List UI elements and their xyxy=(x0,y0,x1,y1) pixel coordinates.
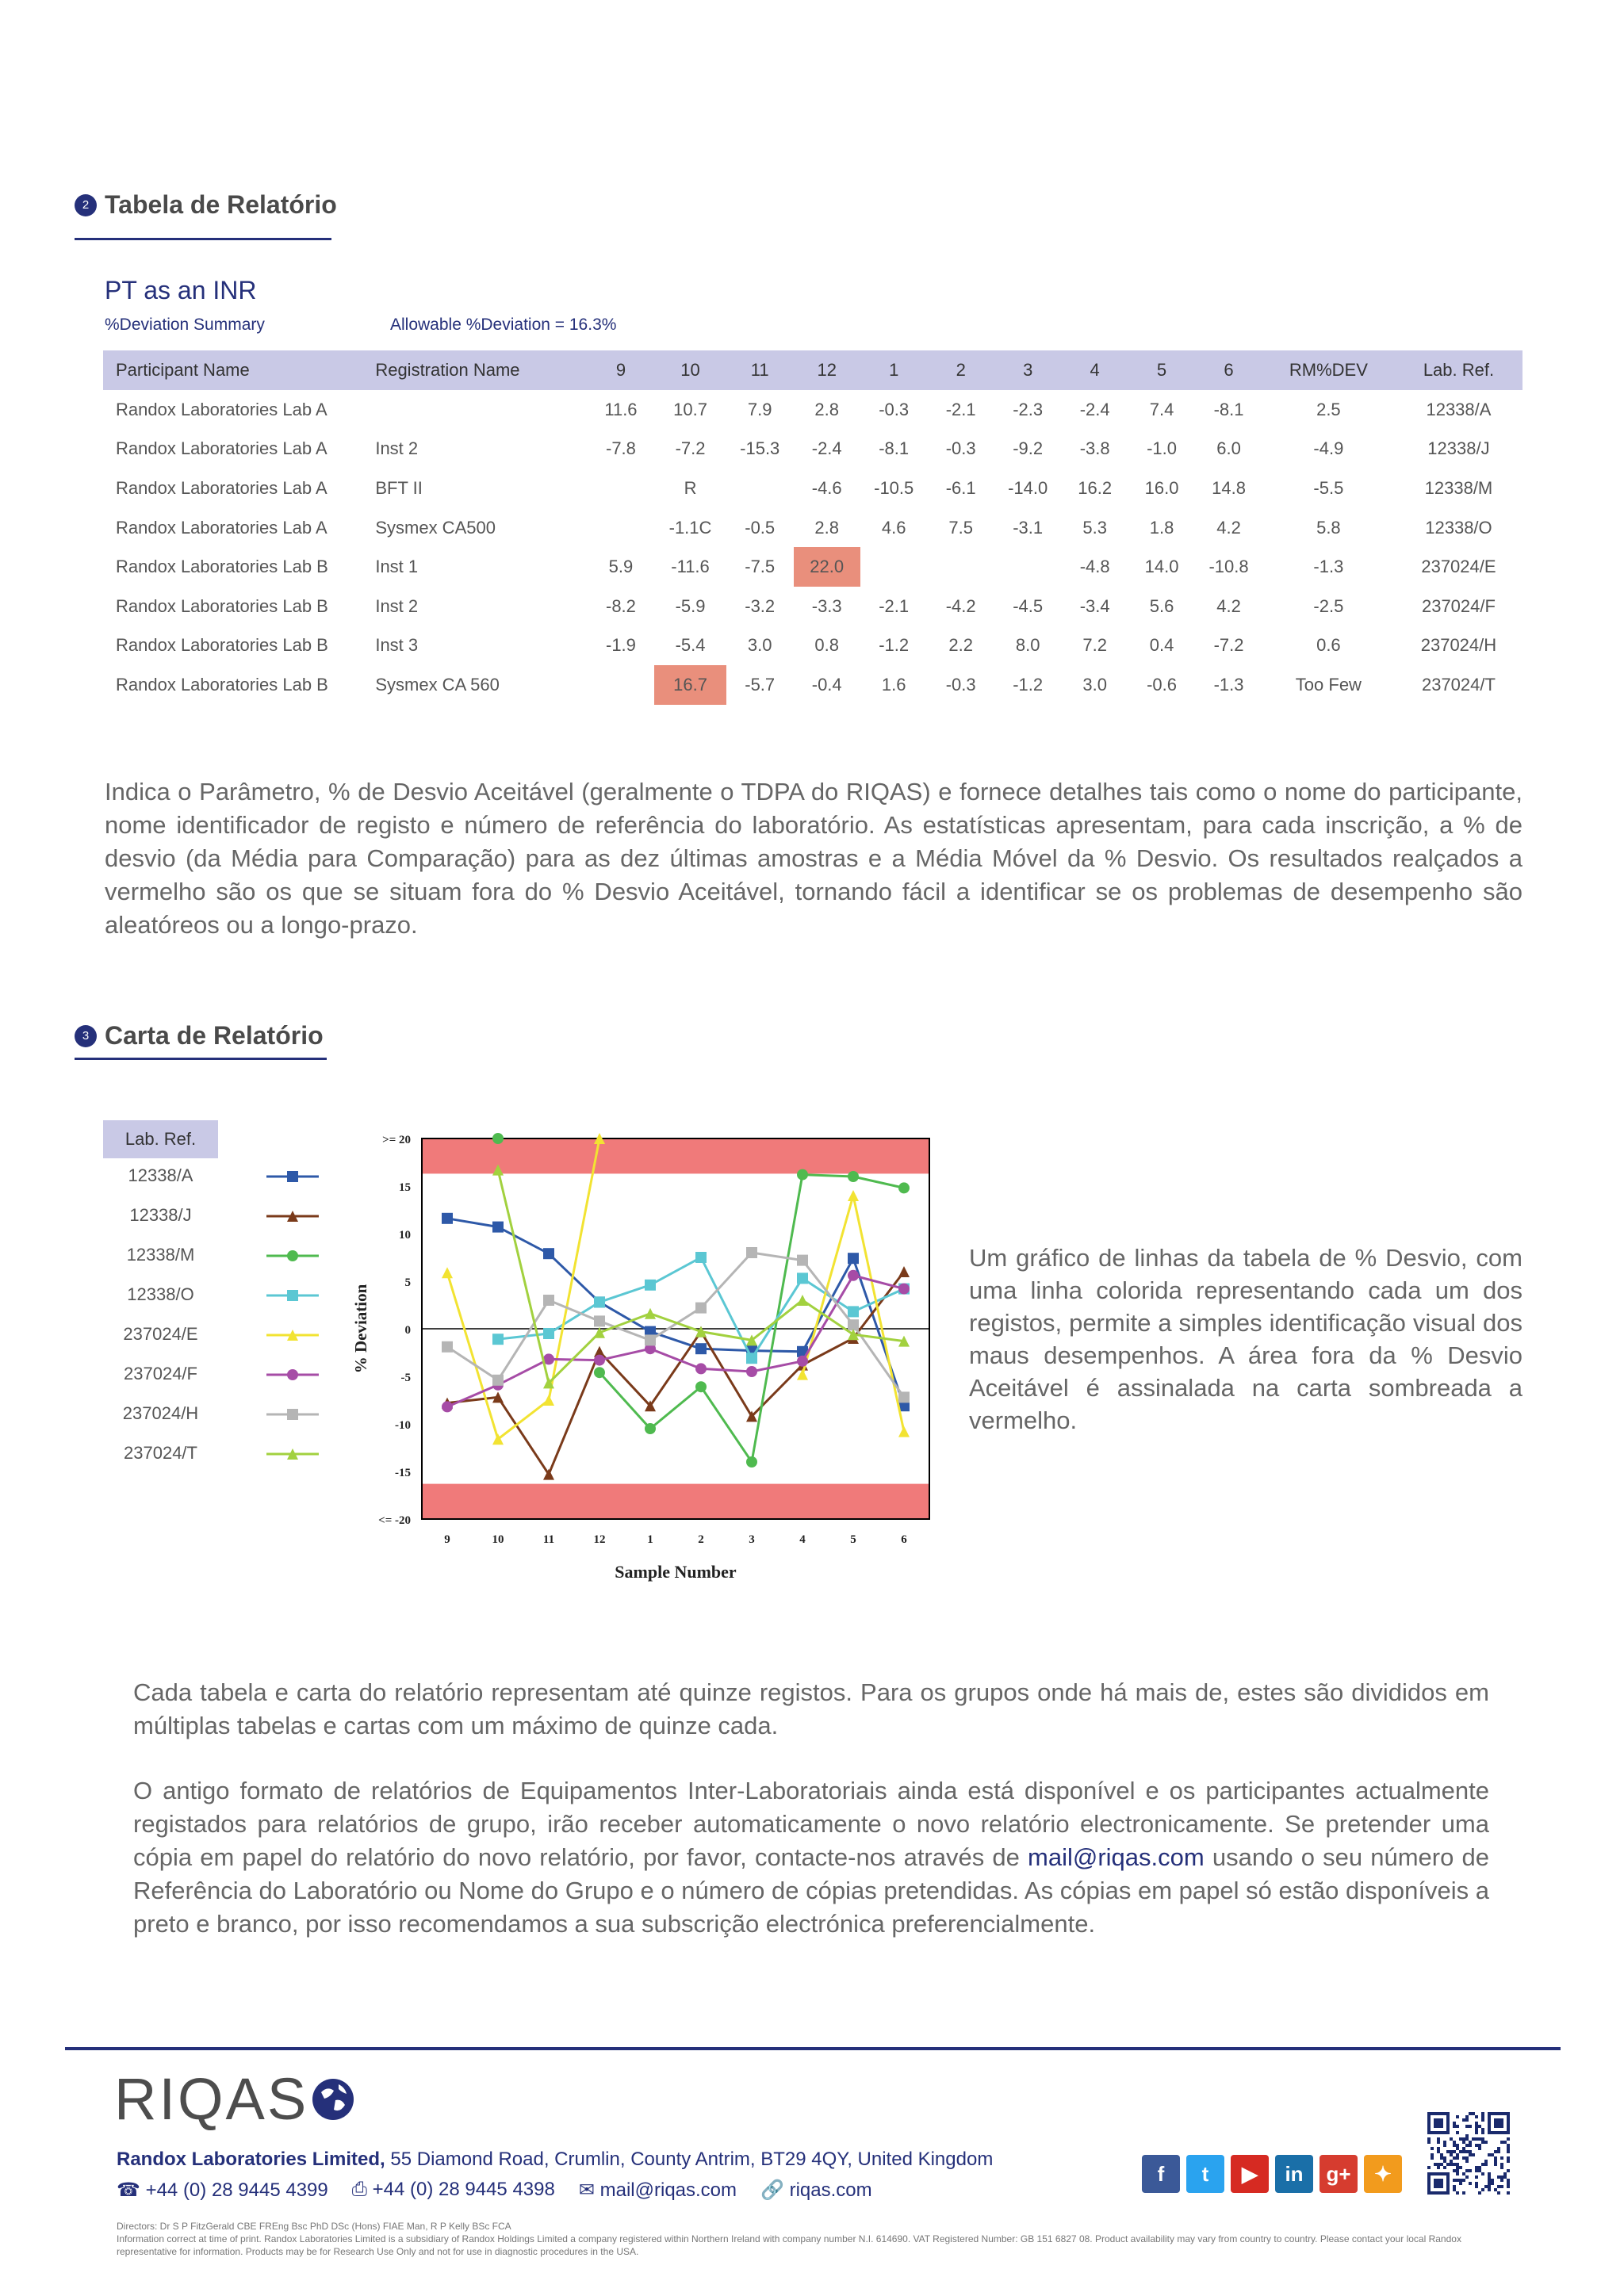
data-point xyxy=(287,1171,298,1182)
report-table xyxy=(103,350,1522,705)
table-cell: 0.6 xyxy=(1316,635,1341,656)
table-cell: 12338/O xyxy=(1425,517,1492,538)
table-cell: Randox Laboratories Lab A xyxy=(116,438,327,459)
legend-swatch xyxy=(265,1406,320,1422)
table-cell: R xyxy=(684,477,697,498)
chart-description: Um gráfico de linhas da tabela de % Desvio, com uma linha colorida representando cada um dos registos, permite a simples identificação visual dos maus desempenhos. A área fora da % Desvio Aceitável é assinalada na carta sombreada a vermelho. xyxy=(969,1244,1522,1434)
legend-header: Lab. Ref. xyxy=(103,1120,218,1158)
slideshare-icon[interactable]: ✦ xyxy=(1364,2155,1402,2193)
table-cell: -3.3 xyxy=(811,595,842,616)
table-cell: -0.4 xyxy=(811,674,842,695)
column-header: 3 xyxy=(994,350,1062,390)
table-cell: -5.4 xyxy=(675,635,706,656)
column-header: 4 xyxy=(1062,350,1128,390)
data-point xyxy=(746,1366,757,1377)
table-cell xyxy=(726,469,794,508)
legend-swatch xyxy=(265,1248,320,1264)
table-cell: Inst 3 xyxy=(375,635,419,656)
globe-icon xyxy=(310,2076,356,2122)
legacy-format-paragraph: O antigo formato de relatórios de Equipamentos Inter-Laboratoriais ainda está disponível e os participantes actualmente registados para relatórios de grupo, irão receber automaticamente o novo relatório electronicamente. Se pretender uma cópia em papel do relatório do novo relatório, por favor, contacte-nos através de mail@riqas.com usando o seu número de Referência do Laboratório ou Nome do Grupo e o número de cópias pretendidas. As cópias em papel só estão disponíveis a preto e branco, por isso recomendamos a sua subscrição electrónica preferencialmente. xyxy=(133,1777,1489,1938)
table-cell: Inst 1 xyxy=(375,557,419,577)
table-cell: 2.2 xyxy=(948,635,973,656)
table-cell: 4.2 xyxy=(1216,595,1241,616)
contact-line xyxy=(117,2179,872,2202)
table-cell: -2.1 xyxy=(945,399,976,419)
table-cell: -10.5 xyxy=(874,477,914,498)
x-tick-label: 10 xyxy=(492,1533,504,1546)
data-point xyxy=(848,1319,859,1330)
x-tick-label: 9 xyxy=(444,1533,450,1546)
table-row xyxy=(103,626,1522,666)
table-cell: -1.3 xyxy=(1213,674,1244,695)
data-point xyxy=(442,1213,453,1224)
table-cell: -2.1 xyxy=(879,595,910,616)
table-cell: -2.5 xyxy=(1313,595,1344,616)
table-cell: Sysmex CA 560 xyxy=(375,674,500,695)
table-cell: Randox Laboratories Lab A xyxy=(116,477,327,498)
table-cell: BFT II xyxy=(375,477,423,498)
table-cell: -1.0 xyxy=(1147,438,1177,459)
x-tick-label: 5 xyxy=(850,1533,856,1546)
table-cell xyxy=(994,547,1062,587)
table-cell: Randox Laboratories Lab B xyxy=(116,635,328,656)
table-cell: 11.6 xyxy=(604,399,638,419)
table-cell: -0.3 xyxy=(879,399,910,419)
table-cell: -8.1 xyxy=(879,438,910,459)
data-point xyxy=(898,1391,910,1402)
table-body xyxy=(103,390,1522,705)
data-point xyxy=(543,1328,554,1339)
table-cell: -7.8 xyxy=(606,438,636,459)
legend-swatch xyxy=(265,1208,320,1224)
table-cell: -3.4 xyxy=(1079,595,1110,616)
section-3-header xyxy=(75,1021,324,1050)
table-cell: -5.9 xyxy=(675,595,706,616)
table-cell: 4.2 xyxy=(1216,517,1241,538)
legend-swatch xyxy=(265,1169,320,1184)
table-cell: 237024/E xyxy=(1421,557,1496,577)
table-cell: -7.2 xyxy=(1213,635,1244,656)
table-cell: -4.5 xyxy=(1013,595,1044,616)
table-row xyxy=(103,587,1522,626)
data-point xyxy=(594,1367,605,1378)
table-cell: 8.0 xyxy=(1015,635,1040,656)
data-point xyxy=(645,1280,656,1291)
table-row xyxy=(103,390,1522,430)
table-cell: -4.2 xyxy=(945,595,976,616)
table-cell: -5.7 xyxy=(745,674,776,695)
data-point xyxy=(492,1334,504,1345)
table-cell: 5.8 xyxy=(1316,517,1341,538)
table-cell: 7.9 xyxy=(747,399,772,419)
data-point xyxy=(695,1381,707,1392)
youtube-icon[interactable]: ▶ xyxy=(1231,2155,1269,2193)
table-cell: -7.5 xyxy=(745,557,776,577)
table-cell: -1.1C xyxy=(668,517,712,538)
data-point xyxy=(797,1356,808,1367)
table-cell: 4.6 xyxy=(881,517,906,538)
phone-contact: ☎ +44 (0) 28 9445 4399 xyxy=(117,2179,328,2201)
column-header: 2 xyxy=(928,350,994,390)
table-cell: 5.6 xyxy=(1149,595,1174,616)
data-point xyxy=(695,1363,707,1374)
legend-label: 12338/A xyxy=(128,1165,193,1185)
googleplus-icon[interactable]: g+ xyxy=(1320,2155,1358,2193)
qr-code-icon[interactable] xyxy=(1427,2112,1510,2195)
twitter-icon[interactable]: t xyxy=(1186,2155,1224,2193)
x-tick-label: 3 xyxy=(749,1533,755,1546)
directors-note: Directors: Dr S P FitzGerald CBE FREng Bsc PhD DSc (Hons) FIAE Man, R P Kelly BSc FCA xyxy=(117,2221,511,2232)
table-cell: 7.2 xyxy=(1082,635,1107,656)
table-cell: 237024/H xyxy=(1420,635,1497,656)
linkedin-icon[interactable]: in xyxy=(1275,2155,1313,2193)
y-tick-label: -15 xyxy=(395,1467,411,1479)
table-cell: 3.0 xyxy=(1082,674,1107,695)
table-cell: Randox Laboratories Lab B xyxy=(116,674,328,695)
table-cell: 14.8 xyxy=(1212,477,1246,498)
table-cell xyxy=(362,390,587,430)
table-cell: -4.9 xyxy=(1313,438,1344,459)
table-cell: Sysmex CA500 xyxy=(375,517,496,538)
legend-label: 237024/T xyxy=(124,1443,197,1463)
data-point xyxy=(287,1290,298,1301)
legend-label: 237024/E xyxy=(123,1324,198,1344)
data-point xyxy=(594,1296,605,1307)
table-cell: Inst 2 xyxy=(375,438,419,459)
legend-swatch xyxy=(265,1446,320,1462)
table-cell: 2.5 xyxy=(1316,399,1341,419)
table-cell xyxy=(928,547,994,587)
table-cell: -0.6 xyxy=(1147,674,1177,695)
data-point xyxy=(287,1409,298,1420)
legend-label: 12338/J xyxy=(129,1205,192,1225)
table-cell: -1.2 xyxy=(1013,674,1044,695)
table-cell: 12338/J xyxy=(1427,438,1490,459)
email-link[interactable]: mail@riqas.com xyxy=(1028,1843,1205,1871)
data-point xyxy=(797,1255,808,1266)
data-point xyxy=(492,1222,504,1233)
x-tick-label: 11 xyxy=(542,1533,555,1546)
table-description: Indica o Parâmetro, % de Desvio Aceitável (geralmente o TDPA do RIQAS) e fornece detalhes tais como o nome do participante, nome identificador de registo e número de referência do laboratório. As estatísticas apresentam, para cada inscrição, a % de desvio (da Média para Comparação) para as dez últimas amostras e a Média Móvel da % Desvio. Os resultados realçados a vermelho são os que se situam fora do % Desvio Aceitável, tornando fácil a identificar se os problemas de desempenho são aleatóreos ou a longo-prazo. xyxy=(105,778,1522,939)
data-point xyxy=(594,1355,605,1366)
section-number: 3 xyxy=(75,1025,97,1047)
table-cell: 7.5 xyxy=(948,517,973,538)
data-point xyxy=(898,1284,910,1295)
data-point xyxy=(594,1315,605,1326)
table-row xyxy=(103,508,1522,548)
table-cell: 10.7 xyxy=(673,399,707,419)
legend-swatch xyxy=(265,1327,320,1343)
table-cell: -8.2 xyxy=(606,595,636,616)
x-tick-label: 4 xyxy=(799,1533,806,1546)
table-cell: 0.4 xyxy=(1149,635,1174,656)
section-number: 2 xyxy=(75,194,97,216)
table-cell: 3.0 xyxy=(747,635,772,656)
link-icon: 🔗 xyxy=(760,2179,790,2201)
data-point xyxy=(287,1250,298,1261)
data-point xyxy=(287,1369,298,1380)
data-point xyxy=(543,1248,554,1259)
legend-label: 12338/M xyxy=(126,1245,195,1265)
table-cell: 237024/F xyxy=(1421,595,1496,616)
table-cell: -4.6 xyxy=(811,477,842,498)
data-point xyxy=(848,1171,859,1182)
table-row xyxy=(103,469,1522,508)
data-point xyxy=(898,1182,910,1193)
table-cell: -4.8 xyxy=(1079,557,1110,577)
column-header: Lab. Ref. xyxy=(1395,350,1522,390)
table-cell xyxy=(588,469,654,508)
table-cell: -11.6 xyxy=(671,557,710,577)
data-point xyxy=(746,1247,757,1258)
section-underline xyxy=(75,238,331,240)
deviation-summary-label: %Deviation Summary xyxy=(105,316,265,334)
table-cell: -0.5 xyxy=(745,517,776,538)
table-row xyxy=(103,547,1522,587)
y-tick-label: 10 xyxy=(399,1229,411,1242)
y-tick-label: 5 xyxy=(404,1276,411,1289)
deviation-chart xyxy=(333,1116,952,1592)
legend-label: 237024/F xyxy=(124,1364,197,1383)
table-cell xyxy=(588,508,654,548)
data-point xyxy=(442,1401,453,1412)
data-point xyxy=(645,1334,656,1345)
table-cell: -3.1 xyxy=(1013,517,1044,538)
table-cell: 1.6 xyxy=(881,674,906,695)
table-header-row xyxy=(103,350,1522,390)
table-cell xyxy=(588,665,654,705)
table-cell: 7.4 xyxy=(1149,399,1174,419)
table-cell: -3.2 xyxy=(745,595,776,616)
data-point xyxy=(746,1353,757,1364)
column-header: Registration Name xyxy=(362,350,587,390)
table-cell: Randox Laboratories Lab A xyxy=(116,517,327,538)
table-cell: 1.8 xyxy=(1149,517,1174,538)
data-point xyxy=(492,1133,504,1144)
data-point xyxy=(848,1253,859,1264)
column-header: 11 xyxy=(726,350,794,390)
data-point xyxy=(695,1252,707,1263)
legal-note: Information correct at time of print. Randox Laboratories Limited is a subsidiary of Randox Holdings Limited a company registered within Northern Ireland with company number N.I. 614690. VAT Registered Number: GB 151 6827 08. Product availability may vary from country to country. Please contact your local Randox representative for information. Products may be for Research Use Only and not for use in diagnostic procedures in the USA. xyxy=(117,2233,1461,2257)
x-tick-label: 1 xyxy=(647,1533,653,1546)
email-contact[interactable]: ✉ mail@riqas.com xyxy=(578,2179,737,2201)
report-title: PT as an INR xyxy=(105,276,257,304)
table-cell: Randox Laboratories Lab A xyxy=(116,399,327,419)
legend-swatch xyxy=(265,1288,320,1303)
lower-out-of-range-band xyxy=(422,1484,929,1519)
data-point xyxy=(543,1295,554,1306)
table-cell: Randox Laboratories Lab B xyxy=(116,557,328,577)
table-cell: -8.1 xyxy=(1213,399,1244,419)
column-header: 5 xyxy=(1128,350,1195,390)
table-cell: 16.2 xyxy=(1078,477,1113,498)
table-cell: -5.5 xyxy=(1313,477,1344,498)
facebook-icon[interactable]: f xyxy=(1142,2155,1180,2193)
table-cell: -6.1 xyxy=(945,477,976,498)
table-cell: -9.2 xyxy=(1013,438,1044,459)
x-tick-label: 6 xyxy=(901,1533,907,1546)
table-cell: -10.8 xyxy=(1208,557,1249,577)
section-title: Tabela de Relatório xyxy=(105,190,337,219)
table-row xyxy=(103,430,1522,469)
data-point xyxy=(442,1341,453,1353)
table-cell: Inst 2 xyxy=(375,595,419,616)
section-title: Carta de Relatório xyxy=(105,1021,324,1050)
table-cell: Too Few xyxy=(1295,674,1362,695)
data-point xyxy=(695,1343,707,1354)
table-cell: -1.3 xyxy=(1313,557,1344,577)
table-cell: 0.8 xyxy=(814,635,839,656)
table-row xyxy=(103,665,1522,705)
section-2-header xyxy=(75,190,337,220)
fax-icon: ⎙ xyxy=(351,2179,373,2200)
data-point xyxy=(492,1375,504,1386)
column-header: 10 xyxy=(654,350,726,390)
table-cell: -1.2 xyxy=(879,635,910,656)
table-cell: 5.9 xyxy=(608,557,634,577)
y-tick-label: >= 20 xyxy=(382,1134,411,1146)
column-header: 9 xyxy=(588,350,654,390)
envelope-icon: ✉ xyxy=(578,2179,600,2201)
table-cell: 12338/M xyxy=(1424,477,1493,498)
column-header: 12 xyxy=(794,350,860,390)
table-cell: 14.0 xyxy=(1144,557,1179,577)
table-cell: 16.0 xyxy=(1144,477,1179,498)
web-contact[interactable]: 🔗 riqas.com xyxy=(760,2179,872,2201)
column-header: 1 xyxy=(860,350,928,390)
footer-rule xyxy=(65,2047,1561,2050)
allowable-deviation: Allowable %Deviation = 16.3% xyxy=(390,316,617,334)
table-cell: 5.3 xyxy=(1082,517,1107,538)
y-axis-label: % Deviation xyxy=(351,1284,370,1374)
table-cell: 2.8 xyxy=(814,517,839,538)
phone-icon: ☎ xyxy=(117,2179,146,2201)
table-cell: -0.3 xyxy=(945,438,976,459)
data-point xyxy=(848,1306,859,1317)
table-cell: -2.4 xyxy=(811,438,842,459)
data-point xyxy=(797,1272,808,1284)
table-cell: 16.7 xyxy=(654,665,726,705)
table-cell: 22.0 xyxy=(794,547,860,587)
table-cell: -2.3 xyxy=(1013,399,1044,419)
table-cell: 237024/T xyxy=(1421,674,1496,695)
y-tick-label: -10 xyxy=(395,1419,411,1432)
fax-contact: ⎙ +44 (0) 28 9445 4398 xyxy=(351,2179,555,2200)
section-underline xyxy=(75,1058,327,1060)
table-cell: 12338/A xyxy=(1426,399,1492,419)
y-tick-label: 15 xyxy=(399,1181,411,1194)
y-tick-label: 0 xyxy=(404,1324,411,1337)
legend-label: 237024/H xyxy=(122,1403,199,1423)
legend-swatch xyxy=(265,1367,320,1383)
data-point xyxy=(645,1423,656,1434)
social-icons xyxy=(1142,2155,1402,2193)
column-header: 6 xyxy=(1195,350,1262,390)
table-cell: Randox Laboratories Lab B xyxy=(116,595,328,616)
x-axis-label: Sample Number xyxy=(615,1562,737,1582)
column-header: RM%DEV xyxy=(1262,350,1395,390)
data-point xyxy=(695,1303,707,1314)
table-cell: -14.0 xyxy=(1008,477,1048,498)
tables-limit-paragraph: Cada tabela e carta do relatório representam até quinze registos. Para os grupos onde há mais de, estes são divididos em múltiplas tabelas e cartas com um máximo de quinze cada. xyxy=(133,1678,1489,1739)
table-cell: 2.8 xyxy=(814,399,839,419)
y-tick-label: -5 xyxy=(400,1372,411,1384)
table-cell: -0.3 xyxy=(945,674,976,695)
data-point xyxy=(797,1169,808,1181)
table-cell: -7.2 xyxy=(675,438,706,459)
data-point xyxy=(746,1456,757,1468)
company-address: Randox Laboratories Limited, 55 Diamond Road, Crumlin, County Antrim, BT29 4QY, United Kingdom xyxy=(117,2149,994,2170)
riqas-logo: RIQAS xyxy=(114,2065,356,2133)
table-cell: 6.0 xyxy=(1216,438,1241,459)
y-tick-label: <= -20 xyxy=(378,1514,411,1527)
table-cell: -1.9 xyxy=(606,635,636,656)
data-point xyxy=(848,1270,859,1281)
column-header: Participant Name xyxy=(103,350,362,390)
x-tick-label: 12 xyxy=(593,1533,606,1546)
table-cell: -3.8 xyxy=(1079,438,1110,459)
table-cell: -15.3 xyxy=(740,438,780,459)
table-cell: -2.4 xyxy=(1079,399,1110,419)
table-cell xyxy=(860,547,928,587)
x-tick-label: 2 xyxy=(698,1533,704,1546)
legend-label: 12338/O xyxy=(127,1284,194,1304)
